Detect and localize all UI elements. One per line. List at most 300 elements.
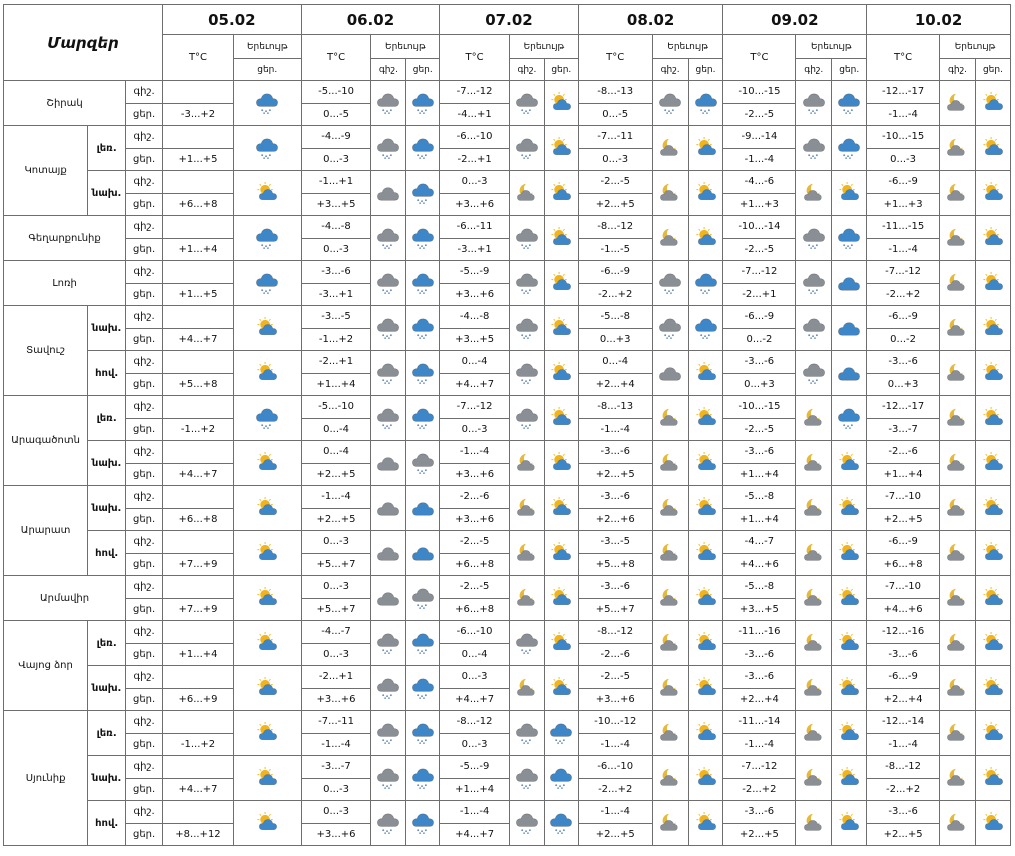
temperature-range: -1...-4: [578, 801, 652, 824]
sun-cloud-icon: [975, 81, 1010, 126]
temperature-range: 0...-5: [301, 103, 371, 126]
sun-cloud-icon: [975, 171, 1010, 216]
snow-cloud-icon: [832, 216, 867, 261]
cloud-icon: [652, 351, 688, 396]
temperature-range: -2...+2: [578, 778, 652, 801]
time-of-day: ցեր.: [126, 508, 163, 531]
sun-cloud-icon: [832, 531, 867, 576]
temperature-range: 0...-3: [301, 576, 371, 599]
moon-cloud-icon: [652, 576, 688, 621]
time-of-day: ցեր.: [126, 283, 163, 306]
day-subheader: ցեր.: [832, 59, 867, 81]
moon-cloud-icon: [940, 486, 976, 531]
sun-cloud-icon: [544, 126, 578, 171]
temperature-range: -7...-12: [723, 756, 796, 779]
temperature-range: -4...-6: [723, 171, 796, 194]
zone-label: նախ.: [88, 306, 126, 351]
temperature-range: -1...-4: [578, 733, 652, 756]
snow-cloud-icon: [233, 126, 301, 171]
sun-cloud-icon: [975, 801, 1010, 846]
temperature-range: -5...-10: [301, 81, 371, 104]
temperature-range: -12...-16: [867, 621, 940, 644]
time-of-day: գիշ.: [126, 396, 163, 419]
table-header: [4, 5, 1011, 81]
temperature-range: -12...-14: [867, 711, 940, 734]
temperature-range: -12...-17: [867, 81, 940, 104]
time-of-day: ցեր.: [126, 598, 163, 621]
snow-cloud-icon: [509, 396, 544, 441]
temperature-range: -1...-4: [301, 733, 371, 756]
sun-cloud-icon: [975, 261, 1010, 306]
snow-cloud-icon: [406, 126, 440, 171]
zone-label: լեռ.: [88, 711, 126, 756]
time-of-day: ցեր.: [126, 733, 163, 756]
temperature-range: -10...-12: [578, 711, 652, 734]
moon-cloud-icon: [652, 666, 688, 711]
sun-cloud-icon: [975, 126, 1010, 171]
temperature-range: -1...-4: [867, 103, 940, 126]
sun-cloud-icon: [544, 666, 578, 711]
night-subheader: գիշ.: [796, 59, 832, 81]
moon-cloud-icon: [940, 531, 976, 576]
temperature-range: [163, 756, 234, 779]
temperature-range: -2...-5: [723, 238, 796, 261]
temperature-range: -6...-10: [578, 756, 652, 779]
snow-cloud-icon: [233, 216, 301, 261]
temp-column-header: T°C: [867, 35, 940, 81]
time-of-day: ցեր.: [126, 823, 163, 846]
temp-column-header: T°C: [301, 35, 371, 81]
temperature-range: 0...+3: [578, 328, 652, 351]
date-header: 09.02: [723, 5, 867, 35]
weather-column-header: Երեւույթ: [371, 35, 440, 59]
time-of-day: գիշ.: [126, 576, 163, 599]
sun-cloud-icon: [975, 666, 1010, 711]
table-row: [4, 81, 1011, 104]
temperature-range: -2...+2: [867, 283, 940, 306]
time-of-day: ցեր.: [126, 643, 163, 666]
sun-cloud-icon: [544, 171, 578, 216]
temperature-range: -8...-13: [578, 81, 652, 104]
snow-cloud-icon: [832, 126, 867, 171]
moon-cloud-icon: [940, 81, 976, 126]
day-subheader: ցեր.: [975, 59, 1010, 81]
temperature-range: +3...+5: [440, 328, 510, 351]
temperature-range: -3...-6: [578, 576, 652, 599]
temperature-range: +4...+7: [163, 328, 234, 351]
snow-cloud-icon: [406, 171, 440, 216]
sun-cloud-icon: [688, 711, 723, 756]
temperature-range: -6...-9: [867, 306, 940, 329]
temperature-range: +4...+6: [867, 598, 940, 621]
moon-cloud-icon: [940, 756, 976, 801]
region-name: Շիրակ: [4, 81, 126, 126]
table-row: [4, 216, 1011, 239]
snow-cloud-icon: [688, 81, 723, 126]
temperature-range: -5...-8: [578, 306, 652, 329]
sun-cloud-icon: [544, 396, 578, 441]
temperature-range: +8...+12: [163, 823, 234, 846]
snow-cloud-icon: [371, 81, 406, 126]
sun-cloud-icon: [832, 621, 867, 666]
sun-cloud-icon: [975, 531, 1010, 576]
zone-label: նախ.: [88, 756, 126, 801]
temperature-range: -2...-5: [440, 576, 510, 599]
temperature-range: -3...+1: [440, 238, 510, 261]
temperature-range: 0...-4: [301, 441, 371, 464]
time-of-day: գիշ.: [126, 711, 163, 734]
temperature-range: -11...-14: [723, 711, 796, 734]
temperature-range: +3...+6: [301, 688, 371, 711]
time-of-day: գիշ.: [126, 486, 163, 509]
snow-cloud-icon: [406, 216, 440, 261]
day-subheader: ցեր.: [233, 59, 301, 81]
temperature-range: -1...+2: [163, 733, 234, 756]
snow-cloud-icon: [509, 126, 544, 171]
sun-cloud-icon: [233, 711, 301, 756]
temperature-range: -1...-4: [867, 238, 940, 261]
snow-cloud-icon: [688, 306, 723, 351]
snow-cloud-icon: [406, 441, 440, 486]
temperature-range: -7...-10: [867, 486, 940, 509]
sun-cloud-icon: [832, 756, 867, 801]
temperature-range: -5...-8: [723, 486, 796, 509]
temperature-range: +6...+8: [163, 193, 234, 216]
region-name: Արարատ: [4, 486, 88, 576]
temperature-range: 0...-3: [301, 148, 371, 171]
snow-cloud-icon: [406, 666, 440, 711]
cloud-icon: [371, 486, 406, 531]
temperature-range: 0...-4: [440, 351, 510, 374]
temperature-range: +1...+4: [723, 508, 796, 531]
temperature-range: -2...+1: [723, 283, 796, 306]
temperature-range: -5...-9: [440, 756, 510, 779]
snow-cloud-icon: [406, 261, 440, 306]
temperature-range: -1...+1: [301, 171, 371, 194]
time-of-day: ցեր.: [126, 148, 163, 171]
temperature-range: -2...-5: [723, 103, 796, 126]
temp-column-header: T°C: [578, 35, 652, 81]
temperature-range: +4...+7: [440, 823, 510, 846]
sun-cloud-icon: [688, 756, 723, 801]
sun-cloud-icon: [233, 756, 301, 801]
weather-column-header: Երեւույթ: [652, 35, 723, 59]
snow-cloud-icon: [688, 261, 723, 306]
temperature-range: 0...-4: [301, 418, 371, 441]
snow-cloud-icon: [371, 621, 406, 666]
sun-cloud-icon: [975, 216, 1010, 261]
temperature-range: -3...+1: [301, 283, 371, 306]
sun-cloud-icon: [233, 351, 301, 396]
moon-cloud-icon: [940, 351, 976, 396]
table-row: [4, 801, 1011, 824]
snow-cloud-icon: [406, 81, 440, 126]
temperature-range: -6...-9: [867, 531, 940, 554]
sun-cloud-icon: [544, 441, 578, 486]
temperature-range: [163, 441, 234, 464]
time-of-day: ցեր.: [126, 418, 163, 441]
temperature-range: 0...-3: [867, 148, 940, 171]
table-body: [4, 81, 1011, 846]
temperature-range: +2...+5: [578, 823, 652, 846]
temperature-range: -1...+2: [163, 418, 234, 441]
time-of-day: գիշ.: [126, 261, 163, 284]
table-row: [4, 576, 1011, 599]
temperature-range: 0...-3: [301, 778, 371, 801]
temperature-range: 0...-4: [440, 643, 510, 666]
temperature-range: -7...-12: [440, 396, 510, 419]
temperature-range: -4...-7: [301, 621, 371, 644]
temperature-range: -3...-6: [723, 801, 796, 824]
sun-cloud-icon: [544, 306, 578, 351]
time-of-day: գիշ.: [126, 171, 163, 194]
temperature-range: -3...-6: [867, 351, 940, 374]
sun-cloud-icon: [975, 441, 1010, 486]
temperature-range: +2...+5: [578, 193, 652, 216]
temperature-range: 0...-5: [578, 103, 652, 126]
snow-cloud-icon: [406, 801, 440, 846]
temperature-range: [163, 576, 234, 599]
temperature-range: +2...+5: [867, 823, 940, 846]
day-subheader: ցեր.: [544, 59, 578, 81]
zone-label: նախ.: [88, 666, 126, 711]
night-subheader: գիշ.: [371, 59, 406, 81]
table-row: [4, 261, 1011, 284]
time-of-day: ցեր.: [126, 553, 163, 576]
moon-cloud-icon: [940, 621, 976, 666]
temperature-range: +4...+7: [163, 463, 234, 486]
moon-cloud-icon: [796, 621, 832, 666]
weather-column-header: Երեւույթ: [509, 35, 578, 59]
temp-column-header: T°C: [440, 35, 510, 81]
zone-label: լեռ.: [88, 126, 126, 171]
region-name: Լոռի: [4, 261, 126, 306]
sun-cloud-icon: [688, 486, 723, 531]
temperature-range: -3...-6: [301, 261, 371, 284]
temperature-range: -10...-15: [723, 81, 796, 104]
snow-cloud-icon: [544, 756, 578, 801]
temperature-range: -3...-5: [301, 306, 371, 329]
temperature-range: -5...-9: [440, 261, 510, 284]
snow-cloud-icon: [832, 81, 867, 126]
temperature-range: -5...-10: [301, 396, 371, 419]
temperature-range: -10...-14: [723, 216, 796, 239]
temperature-range: -6...-9: [867, 171, 940, 194]
temperature-range: -9...-14: [723, 126, 796, 149]
time-of-day: գիշ.: [126, 306, 163, 329]
temperature-range: +5...+8: [163, 373, 234, 396]
temperature-range: [163, 666, 234, 689]
moon-cloud-icon: [796, 486, 832, 531]
moon-cloud-icon: [940, 801, 976, 846]
moon-cloud-icon: [509, 171, 544, 216]
sun-cloud-icon: [688, 216, 723, 261]
temperature-range: -2...+2: [723, 778, 796, 801]
temperature-range: 0...-3: [440, 171, 510, 194]
snow-cloud-icon: [509, 261, 544, 306]
sun-cloud-icon: [688, 126, 723, 171]
temperature-range: -4...-9: [301, 126, 371, 149]
time-of-day: գիշ.: [126, 621, 163, 644]
temperature-range: 0...+3: [723, 373, 796, 396]
snow-cloud-icon: [371, 261, 406, 306]
sun-cloud-icon: [832, 486, 867, 531]
temperature-range: [163, 801, 234, 824]
region-name: Վայոց ձոր: [4, 621, 88, 711]
night-subheader: գիշ.: [940, 59, 976, 81]
temperature-range: [163, 621, 234, 644]
temperature-range: -3...-7: [301, 756, 371, 779]
weather-column-header: Երեւույթ: [796, 35, 867, 59]
snow-cloud-icon: [796, 216, 832, 261]
temperature-range: +7...+9: [163, 598, 234, 621]
sun-cloud-icon: [688, 171, 723, 216]
sun-cloud-icon: [975, 756, 1010, 801]
temperature-range: +6...+8: [440, 598, 510, 621]
sun-cloud-icon: [832, 666, 867, 711]
region-name: Գեղարքունիք: [4, 216, 126, 261]
snow-cloud-icon: [233, 261, 301, 306]
snow-cloud-icon: [509, 621, 544, 666]
temperature-range: -7...-11: [301, 711, 371, 734]
temperature-range: +2...+5: [301, 508, 371, 531]
time-of-day: գիշ.: [126, 801, 163, 824]
snow-cloud-icon: [544, 801, 578, 846]
sun-cloud-icon: [544, 531, 578, 576]
zone-label: հով.: [88, 351, 126, 396]
snow-cloud-icon: [406, 711, 440, 756]
sun-cloud-icon: [233, 306, 301, 351]
sun-cloud-icon: [233, 531, 301, 576]
sun-cloud-icon: [832, 711, 867, 756]
moon-cloud-icon: [652, 441, 688, 486]
sun-cloud-icon: [688, 621, 723, 666]
date-header: 06.02: [301, 5, 440, 35]
sun-cloud-icon: [544, 486, 578, 531]
zone-label: լեռ.: [88, 396, 126, 441]
temperature-range: [163, 216, 234, 239]
temperature-range: -1...-4: [723, 148, 796, 171]
temperature-range: +1...+4: [440, 778, 510, 801]
temperature-range: +2...+5: [301, 463, 371, 486]
temperature-range: -6...-9: [867, 666, 940, 689]
moon-cloud-icon: [796, 666, 832, 711]
temperature-range: +2...+5: [867, 508, 940, 531]
sun-cloud-icon: [544, 576, 578, 621]
temperature-range: [163, 486, 234, 509]
temperature-range: +6...+9: [163, 688, 234, 711]
zone-label: նախ.: [88, 486, 126, 531]
temperature-range: +7...+9: [163, 553, 234, 576]
snow-cloud-icon: [406, 576, 440, 621]
temperature-range: +1...+5: [163, 148, 234, 171]
temperature-range: -3...-6: [723, 351, 796, 374]
sun-cloud-icon: [544, 261, 578, 306]
temperature-range: [163, 261, 234, 284]
temperature-range: -10...-15: [723, 396, 796, 419]
cloud-icon: [832, 351, 867, 396]
temperature-range: -2...-5: [440, 531, 510, 554]
snow-cloud-icon: [652, 81, 688, 126]
sun-cloud-icon: [975, 306, 1010, 351]
temperature-range: -3...-7: [867, 418, 940, 441]
temperature-range: [163, 396, 234, 419]
day-subheader: ցեր.: [406, 59, 440, 81]
temperature-range: -1...-4: [301, 486, 371, 509]
moon-cloud-icon: [652, 216, 688, 261]
temperature-range: -6...-10: [440, 621, 510, 644]
temperature-range: -3...-6: [723, 643, 796, 666]
time-of-day: ցեր.: [126, 238, 163, 261]
moon-cloud-icon: [940, 126, 976, 171]
temperature-range: -3...+2: [163, 103, 234, 126]
page-title: Մարզեր: [4, 5, 163, 81]
temperature-range: +6...+8: [440, 553, 510, 576]
snow-cloud-icon: [796, 126, 832, 171]
temperature-range: +4...+7: [440, 373, 510, 396]
sun-cloud-icon: [975, 621, 1010, 666]
moon-cloud-icon: [652, 531, 688, 576]
cloud-icon: [371, 576, 406, 621]
temperature-range: -3...-6: [578, 486, 652, 509]
moon-cloud-icon: [940, 396, 976, 441]
zone-label: լեռ.: [88, 621, 126, 666]
temperature-range: -4...-8: [301, 216, 371, 239]
temperature-range: +1...+4: [301, 373, 371, 396]
sun-cloud-icon: [975, 711, 1010, 756]
snow-cloud-icon: [509, 711, 544, 756]
moon-cloud-icon: [940, 576, 976, 621]
moon-cloud-icon: [940, 666, 976, 711]
temperature-range: -2...+1: [440, 148, 510, 171]
temperature-range: +4...+7: [163, 778, 234, 801]
cloud-icon: [832, 306, 867, 351]
temperature-range: +6...+8: [867, 553, 940, 576]
zone-label: նախ.: [88, 171, 126, 216]
temp-column-header: T°C: [163, 35, 234, 81]
temperature-range: -2...-5: [578, 171, 652, 194]
sun-cloud-icon: [233, 621, 301, 666]
sun-cloud-icon: [233, 171, 301, 216]
moon-cloud-icon: [940, 171, 976, 216]
temperature-range: +2...+4: [723, 688, 796, 711]
snow-cloud-icon: [796, 81, 832, 126]
time-of-day: գիշ.: [126, 531, 163, 554]
moon-cloud-icon: [652, 486, 688, 531]
sun-cloud-icon: [975, 396, 1010, 441]
temperature-range: -3...-6: [723, 441, 796, 464]
temperature-range: -11...-16: [723, 621, 796, 644]
temperature-range: -8...-12: [578, 216, 652, 239]
temperature-range: [163, 126, 234, 149]
temperature-range: -5...-8: [723, 576, 796, 599]
table-row: [4, 441, 1011, 464]
temperature-range: -8...-13: [578, 396, 652, 419]
temperature-range: 0...-2: [723, 328, 796, 351]
moon-cloud-icon: [652, 126, 688, 171]
weather-column-header: Երեւույթ: [233, 35, 301, 59]
day-subheader: ցեր.: [688, 59, 723, 81]
moon-cloud-icon: [652, 171, 688, 216]
temperature-range: -2...-5: [578, 666, 652, 689]
region-name: Արմավիր: [4, 576, 126, 621]
moon-cloud-icon: [509, 531, 544, 576]
temperature-range: -2...+2: [867, 778, 940, 801]
snow-cloud-icon: [832, 396, 867, 441]
cloud-icon: [406, 531, 440, 576]
snow-cloud-icon: [406, 621, 440, 666]
date-header: 10.02: [867, 5, 1011, 35]
